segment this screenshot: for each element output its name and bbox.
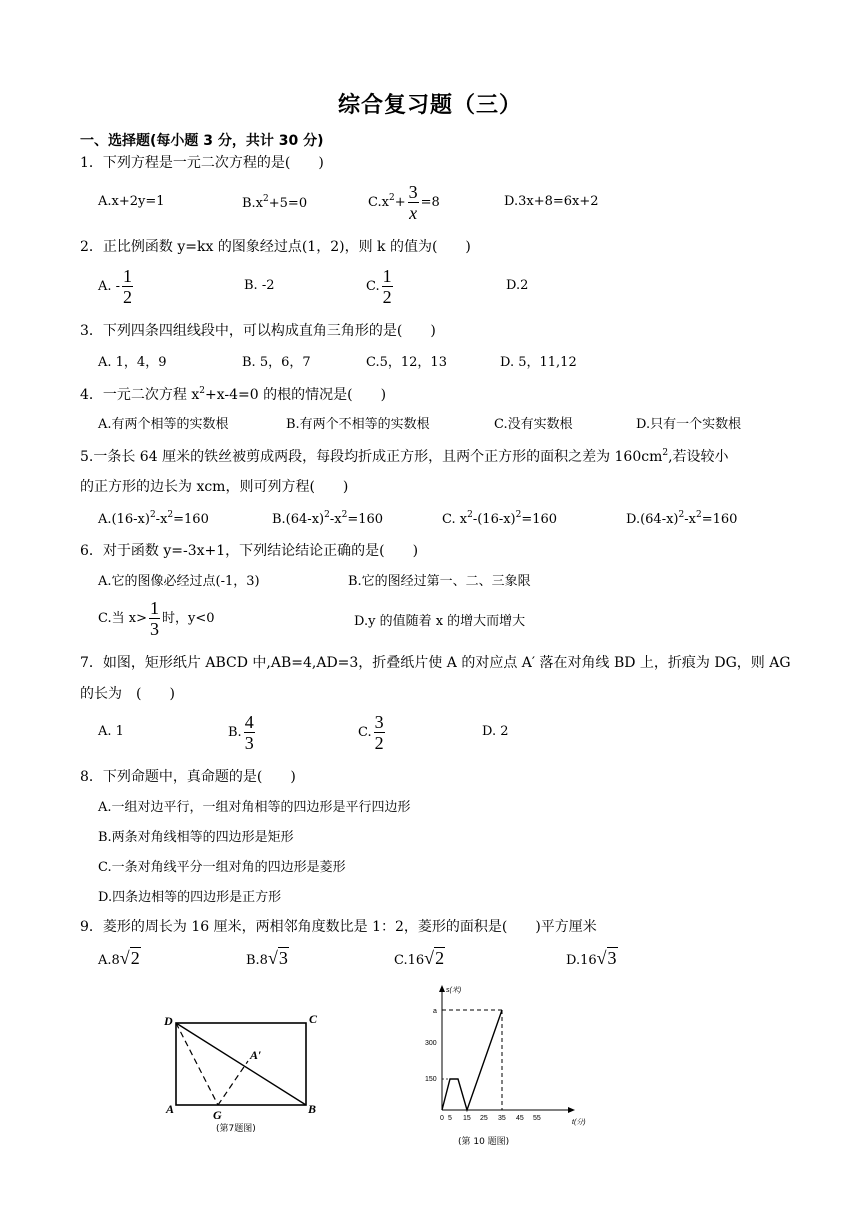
q9-option-c: C.16√2 (394, 948, 445, 968)
q1-option-a: A.x+2y=1 (98, 194, 165, 209)
figure-10 (420, 982, 590, 1152)
q8-stem: 8．下列命题中，真命题的是( ) (80, 769, 296, 785)
q5-option-c: C. $x^2-(16-x)^2=160$ (442, 510, 558, 527)
q9-option-a: A.8√2 (98, 948, 140, 968)
label-c: C (309, 1012, 318, 1026)
q8-option-d: D.四条边相等的四边形是正方形 (98, 890, 282, 905)
q4-option-b: B.有两个不相等的实数根 (286, 417, 430, 432)
q6-option-d: D.y 的值随着 x 的增大而增大 (354, 614, 526, 629)
fold-ga (218, 1061, 248, 1105)
ytick-150: 150 (425, 1076, 437, 1083)
q2-option-b: B. -2 (244, 278, 275, 293)
q3-stem: 3．下列四条四组线段中，可以构成直角三角形的是( ) (80, 323, 436, 339)
q4-option-a: A.有两个相等的实数根 (98, 417, 229, 432)
diagonal-bd (176, 1023, 306, 1105)
q5-option-d: $D.(64-x)^2-x^2=160$ (626, 510, 738, 527)
q7-option-a: A. 1 (98, 724, 124, 739)
q3-option-b: B. 5，6，7 (242, 355, 311, 370)
q8-option-b: B.两条对角线相等的四边形是矩形 (98, 830, 294, 845)
xtick-0: 0 (440, 1115, 444, 1122)
page-title: 综合复习题（三） (337, 93, 522, 118)
q8-option-c: C.一条对角线平分一组对角的四边形是菱形 (98, 860, 346, 875)
y-axis-arrow (439, 985, 445, 992)
q7-option-d: D. 2 (482, 724, 509, 739)
q5-option-a: $A.(16-x)^2-x^2=160$ (98, 510, 209, 527)
q3-option-d: D. 5，11,12 (500, 355, 577, 370)
q7-line2: 的长为 ( ) (80, 686, 175, 702)
label-g: G (213, 1108, 222, 1122)
label-d: D (164, 1014, 173, 1028)
q6-stem: 6．对于函数 y=-3x+1，下列结论结论正确的是( ) (80, 543, 419, 559)
q2-option-d: D.2 (506, 278, 529, 293)
q7-option-c: C. $\frac{3}{2}$ (358, 712, 384, 753)
ytick-300: 300 (425, 1040, 437, 1047)
q6-option-b: B.它的图经过第一、二、三象限 (348, 574, 531, 589)
distance-line (442, 1010, 502, 1110)
figure-7-caption: (第7题图) (216, 1124, 256, 1134)
xtick-15: 15 (463, 1115, 471, 1122)
q4-option-d: D.只有一个实数根 (636, 417, 742, 432)
label-a-prime: A′ (250, 1048, 262, 1062)
ytick-a: a (433, 1008, 437, 1015)
q5-line1: 5.一条长 64 厘米的铁丝被剪成两段，每段均折成正方形，且两个正方形的面积之差为 $160cm^2$,若设较小 (80, 448, 729, 465)
x-axis-arrow (568, 1107, 575, 1113)
xtick-25: 25 (480, 1115, 488, 1122)
q5-line2: 的正方形的边长为 xcm，则可列方程( ) (80, 479, 349, 495)
label-a: A (166, 1102, 175, 1116)
q6-option-a: A.它的图像必经过点(-1，3) (98, 574, 260, 589)
q9-stem: 9．菱形的周长为 16 厘米，两相邻角度数比是 1：2，菱形的面积是( )平方厘米 (80, 919, 597, 935)
q8-option-a: A.一组对边平行，一组对角相等的四边形是平行四边形 (98, 800, 411, 815)
y-axis-label: s(米) (446, 987, 462, 994)
label-b: B (308, 1102, 317, 1116)
crease-dg (176, 1023, 218, 1105)
q1-option-d: D.3x+8=6x+2 (504, 194, 599, 209)
q9-option-b: B.8√3 (246, 948, 288, 968)
figure-7 (160, 1005, 330, 1140)
xtick-5: 5 (448, 1115, 452, 1122)
q2-option-c: C. $\frac{1}{2}$ (366, 266, 392, 307)
q3-option-c: C.5，12，13 (366, 355, 447, 370)
q6-option-c: C.当 x> $\frac{1}{3}$ 时，y<0 (98, 598, 215, 639)
q1-option-b: $B.x^2+5=0$ (242, 194, 308, 211)
q1-option-c: $C.x^2+$ $\frac{3}{x}$ =8 (368, 182, 440, 223)
q4-stem: 4．一元二次方程 $x^2+x-4=0$ 的根的情况是( ) (80, 386, 387, 403)
q2-stem: 2．正比例函数 y=kx 的图象经过点(1，2)，则 k 的值为( ) (80, 239, 471, 255)
q2-option-a: A. - $\frac{1}{2}$ (98, 266, 133, 307)
q5-option-b: $B.(64-x)^2-x^2=160$ (272, 510, 384, 527)
xtick-35: 35 (498, 1115, 506, 1122)
xtick-45: 45 (516, 1115, 524, 1122)
q3-option-a: A. 1，4，9 (98, 355, 167, 370)
q7-option-b: B. $\frac{4}{3}$ (228, 712, 254, 753)
q9-option-d: D.16√3 (566, 948, 617, 968)
figure-10-caption: (第 10 题图) (458, 1137, 510, 1147)
xtick-55: 55 (533, 1115, 541, 1122)
section-heading: 一、选择题(每小题 3 分，共计 30 分) (80, 133, 324, 149)
x-axis-label: t(分) (572, 1119, 586, 1126)
q7-line1: 7．如图，矩形纸片 ABCD 中,AB=4,AD=3，折叠纸片使 A 的对应点 A′ 落在对角线 BD 上，折痕为 DG，则 AG (80, 655, 791, 671)
q1-stem: 1．下列方程是一元二次方程的是( ) (80, 155, 324, 171)
q4-option-c: C.没有实数根 (494, 417, 573, 432)
